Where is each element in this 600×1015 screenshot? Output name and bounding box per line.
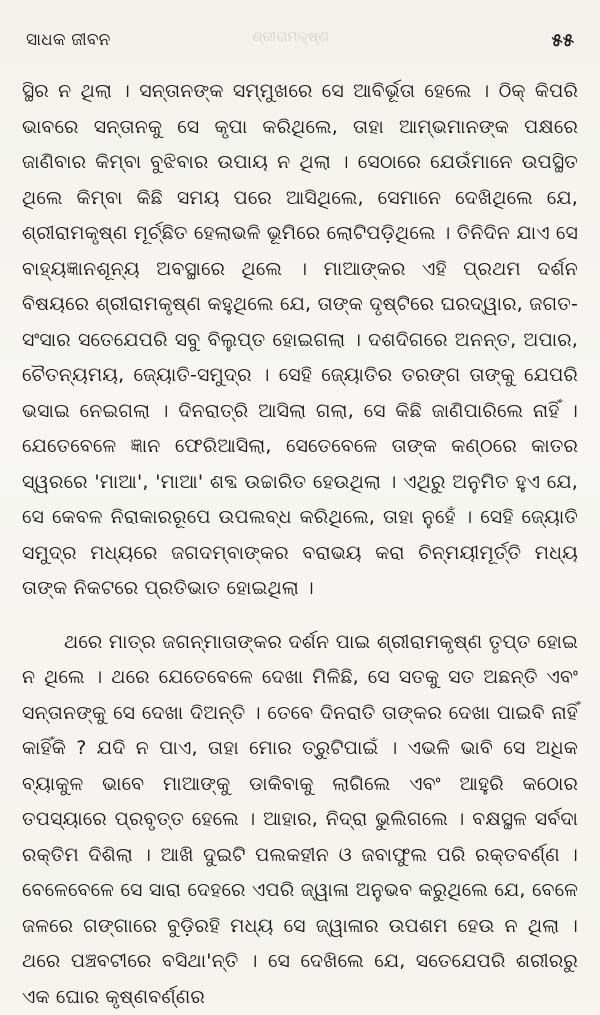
paragraph-2: ଥରେ ମାତ୍ର ଜଗନ୍ମାତାଙ୍କର ଦର୍ଶନ ପାଇ ଶ୍ରୀରାମକୃଷ୍ଣ ତୃପ୍ତ ହୋଇ ନ ଥିଲେ । ଥରେ ଯେତେବେଳେ ଦେଖା ମିଳିଛି, ସେ ସତକୁ ସତ ଅଛନ୍ତି ଏବଂ ସନ୍ତାନଙ୍କୁ ସେ ଦେଖା ଦିଅନ୍ତି । ତେବେ ଦିନରାତି ତାଙ୍କର ଦେଖା ପାଇବି ନାହିଁ କାହିଁକି ? ଯଦି ନ ପାଏ, ତାହା ମୋର ତ୍ରୁଟିପାଇଁ । ଏଭଳି ଭାବି ସେ ଅଧିକ ବ୍ୟାକୁଳ ଭାବେ ମାଆଙ୍କୁ ଡାକିବାକୁ ଲାଗିଲେ ଏବଂ ଆହୁରି କଠୋର ତପସ୍ୟାରେ ପ୍ରବୃତ୍ତ ହେଲେ । ଆହାର, ନିଦ୍ରା ଭୁଲିଗଲେ । ବକ୍ଷସ୍ଥଳ ସର୍ବଦା ରକ୍ତିମ ଦିଶିଲା । ଆଖି ଦୁଇଟି ପଲକହୀନ ଓ ଜବାଫୁଲ ପରି ରକ୍ତବର୍ଣ୍ଣ । ବେଳେବେଳେ ସେ ସାରା ଦେହରେ ଏପରି ଜ୍ୱାଳା ଅନୁଭବ କରୁଥିଲେ ଯେ, ବେଳେ ଜଳରେ ଗଙ୍ଗାରେ ବୁଡ଼ିରହି ମଧ୍ୟ ସେ ଜ୍ୱାଳାର ଉପଶମ ହେଉ ନ ଥିଲା । ଥରେ ପଞ୍ଚବଟୀରେ ବସିଥା'ନ୍ତି । ସେ ଦେଖିଲେ ଯେ, ସତେଯେପରି ଶରୀରରୁ ଏକ ଘୋର କୃଷ୍ଣବର୍ଣ୍ଣର <box>22 625 578 1015</box>
bleed-through-text: ଶ୍ରୀରାମକୃଷ୍ଣ <box>252 29 329 45</box>
page-number: ୫୫ <box>552 30 574 51</box>
page-header <box>22 20 578 50</box>
page-body <box>22 74 578 1015</box>
paragraph-1: ସ୍ଥିର ନ ଥିଲା । ସନ୍ତାନଙ୍କ ସମ୍ମୁଖରେ ସେ ଆବିର୍ଭୂତା ହେଲେ । ଠିକ୍ କିପରି ଭାବରେ ସନ୍ତାନକୁ ସେ କୃପା କରିଥିଲେ, ତାହା ଆମ୍ଭମାନଙ୍କ ପକ୍ଷରେ ଜାଣିବାର କିମ୍ବା ବୁଝିବାର ଉପାୟ ନ ଥିଲା । ସେଠାରେ ଯେଉଁମାନେ ଉପସ୍ଥିତ ଥିଲେ କିମ୍ବା କିଛି ସମୟ ପରେ ଆସିଥିଲେ, ସେମାନେ ଦେଖିଥିଲେ ଯେ, ଶ୍ରୀରାମକୃଷ୍ଣ ମୂର୍ଚ୍ଛିତ ହେଲାଭଳି ଭୂମିରେ ଲୋଟିପଡ଼ିଥିଲେ । ତିନିଦିନ ଯାଏ ସେ ବାହ୍ୟଜ୍ଞାନଶୂନ୍ୟ ଅବସ୍ଥାରେ ଥିଲେ । ମାଆଙ୍କର ଏହି ପ୍ରଥମ ଦର୍ଶନ ବିଷୟରେ ଶ୍ରୀରାମକୃଷ୍ଣ କହୁଥିଲେ ଯେ, ତାଙ୍କ ଦୃଷ୍ଟିରେ ଘରଦ୍ୱାର, ଜଗତ-ସଂସାର ସତେଯେପରି ସବୁ ବିଲୁପ୍ତ ହୋଇଗଲା । ଦଶଦିଗରେ ଅନନ୍ତ, ଅପାର, ଚୈତନ୍ୟମୟ, ଜ୍ୟୋତି-ସମୁଦ୍ର । ସେହି ଜ୍ୟୋତିର ତରଙ୍ଗ ତାଙ୍କୁ ଯେପରି ଭସାଇ ନେଇଗଲା । ଦିନରାତ୍ରି ଆସିଲା ଗଲା, ସେ କିଛି ଜାଣିପାରିଲେ ନାହିଁ । ଯେତେବେଳେ ଜ୍ଞାନ ଫେରିଆସିଲା, ସେତେବେଳେ ତାଙ୍କ କଣ୍ଠରେ କାତର ସ୍ୱରରେ 'ମାଆ', 'ମାଆ' ଶବ୍ଦ ଉଚ୍ଚାରିତ ହେଉଥିଲା । ଏଥିରୁ ଅନୁମିତ ହୁଏ ଯେ, ସେ କେବଳ ନିରାକାରରୂପେ ଉପଲବ୍ଧ କରିଥିଲେ, ତାହା ନୁହେଁ । ସେହି ଜ୍ୟୋତି ସମୁଦ୍ର ମଧ୍ୟରେ ଜଗଦମ୍ବାଙ୍କର ବରାଭୟ କରା ଚିନ୍ମୟୀମୂର୍ତ୍ତି ମଧ୍ୟ ତାଙ୍କ ନିକଟରେ ପ୍ରତିଭାତ ହୋଇଥିଲା । <box>22 74 578 607</box>
running-title: ସାଧକ ଜୀବନ <box>26 30 111 50</box>
